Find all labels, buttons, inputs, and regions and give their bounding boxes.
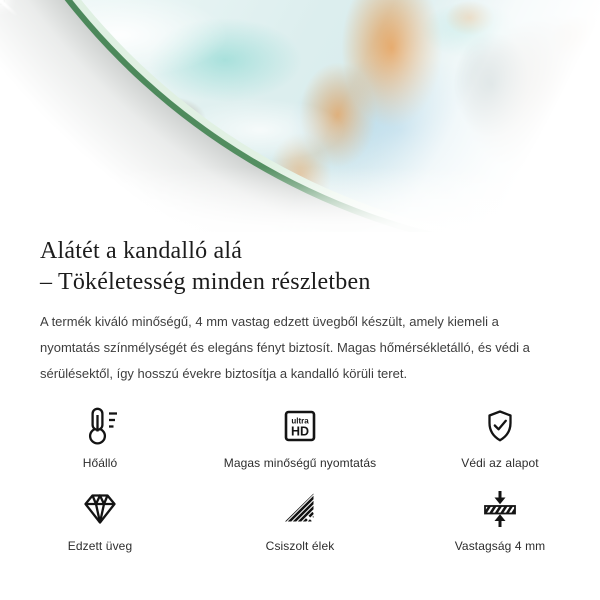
feature-item xyxy=(400,403,600,470)
hero-fade xyxy=(0,0,600,232)
thickness-icon xyxy=(480,486,520,532)
feature-item xyxy=(0,486,200,553)
thermometer-icon xyxy=(80,403,120,449)
feature-item xyxy=(200,486,400,553)
feature-label: Védi az alapot xyxy=(461,456,539,470)
feature-label: Edzett üveg xyxy=(67,539,133,553)
ultra-hd-icon-text-bottom: HD xyxy=(290,424,310,439)
feature-label: Csiszolt élek xyxy=(265,539,335,553)
features-grid xyxy=(0,403,600,553)
product-image xyxy=(0,0,600,232)
feature-item xyxy=(0,403,200,470)
content-section xyxy=(0,236,600,387)
shield-check-icon xyxy=(480,403,520,449)
feature-item xyxy=(200,403,400,470)
product-description: A termék kiváló minőségű, 4 mm vastag edzett üvegből készült, amely kiemeli a nyomtatás színmélységét és elegáns fényt biztosít. Magas hőmérsékletálló, és védi a sérülésektől, így hosszú évekre biztosítja a kandalló körüli teret. xyxy=(40,314,530,381)
feature-item xyxy=(400,486,600,553)
polished-edge-icon xyxy=(280,486,320,532)
ultra-hd-icon-text-top: ultra xyxy=(291,416,309,426)
diamond-icon xyxy=(80,486,120,532)
title-line-2: – Tökéletesség minden részletben xyxy=(40,269,371,295)
title-line-1: Alátét a kandalló alá xyxy=(40,238,243,264)
ultra-hd-icon xyxy=(280,403,320,449)
feature-label: Vastagság 4 mm xyxy=(454,539,546,553)
feature-label: Hőálló xyxy=(82,456,118,470)
feature-label: Magas minőségű nyomtatás xyxy=(223,456,377,470)
page-title xyxy=(40,236,560,298)
